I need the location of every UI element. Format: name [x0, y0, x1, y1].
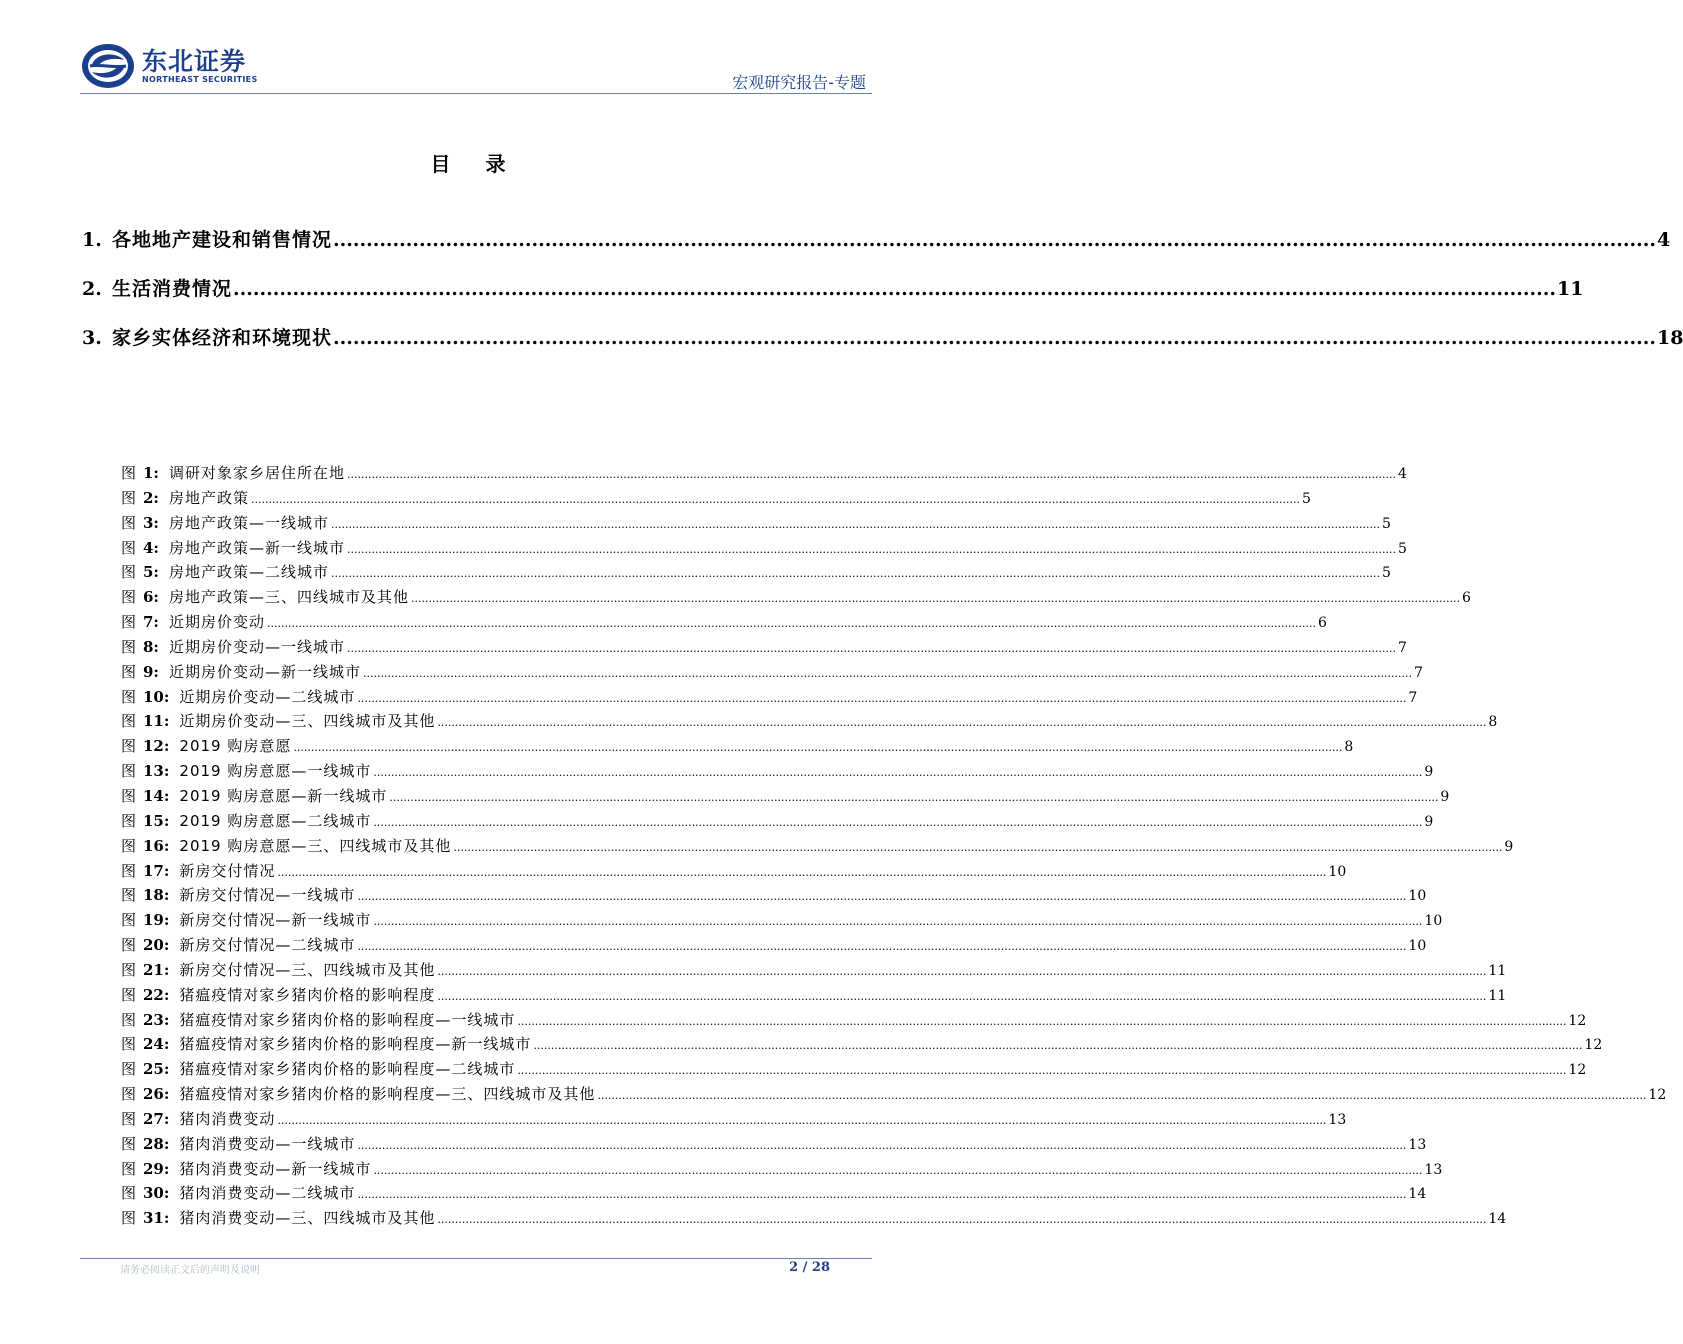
toc-title: 目 录 [430, 152, 520, 176]
leader-dots: ............................................................................................................................................................................................................................................................................................................ [331, 567, 1380, 581]
figure-page: 5 [1381, 515, 1391, 532]
leader-dots: ............................................................................................................................................................................................................................................................................................................ [277, 1113, 1327, 1127]
figure-page: 13 [1408, 1136, 1427, 1153]
header-divider [80, 93, 872, 94]
figure-prefix: 图 [121, 836, 137, 855]
figure-prefix: 图 [121, 1184, 137, 1203]
report-type-label: 宏观研究报告-专题 [732, 73, 866, 92]
figure-page: 11 [1488, 962, 1507, 979]
figure-prefix: 图 [121, 1085, 137, 1104]
figure-prefix: 图 [121, 1010, 137, 1029]
figure-title: 猪瘟疫情对家乡猪肉价格的影响程度—一线城市 [179, 1010, 516, 1029]
logo-emblem-icon [80, 42, 136, 90]
figure-page: 6 [1317, 615, 1327, 632]
leader-dots: ............................................................................................................................................................................................................................................................................................................ [267, 617, 1316, 631]
figure-number: 19: [143, 911, 170, 930]
figure-title: 房地产政策—一线城市 [168, 513, 329, 532]
figure-page: 5 [1301, 490, 1311, 507]
leader-dots: ............................................................................................................................................................................................................................................................................................................ [251, 492, 1300, 506]
figure-number: 9: [143, 662, 159, 681]
toc-figure-entry[interactable] [121, 810, 1434, 835]
figure-title: 猪瘟疫情对家乡猪肉价格的影响程度—新一线城市 [179, 1035, 532, 1054]
figure-prefix: 图 [121, 613, 137, 632]
figure-number: 22: [143, 985, 170, 1004]
figure-prefix: 图 [121, 861, 137, 880]
figure-prefix: 图 [121, 1159, 137, 1178]
toc-figure-entry[interactable] [121, 835, 1514, 860]
section-page: 4 [1656, 229, 1671, 251]
toc-figure-entry[interactable] [121, 487, 1311, 512]
figure-title: 猪肉消费变动—二线城市 [179, 1184, 356, 1203]
toc-figure-entry[interactable] [121, 537, 1407, 562]
section-number: 2. [82, 278, 102, 300]
figure-number: 31: [143, 1209, 170, 1228]
leader-dots: ............................................................................................................................................................................................................................................................................................................ [357, 1138, 1407, 1152]
figure-number: 7: [143, 613, 159, 632]
figure-number: 11: [143, 712, 170, 731]
figure-page: 8 [1488, 714, 1498, 731]
figure-title: 猪肉消费变动 [179, 1109, 276, 1128]
figure-page: 7 [1413, 664, 1423, 681]
toc-figure-entry[interactable] [121, 1158, 1443, 1183]
figure-title: 新房交付情况—新一线城市 [179, 911, 372, 930]
toc-figure-entry[interactable] [121, 1009, 1587, 1034]
figure-title: 猪瘟疫情对家乡猪肉价格的影响程度—三、四线城市及其他 [179, 1085, 596, 1104]
figure-page: 8 [1344, 739, 1354, 756]
page-number: 2 / 28 [789, 1260, 830, 1275]
figure-number: 18: [143, 886, 170, 905]
figure-prefix: 图 [121, 588, 137, 607]
figure-prefix: 图 [121, 1060, 137, 1079]
section-number: 3. [82, 327, 102, 349]
figure-prefix: 图 [121, 1209, 137, 1228]
figure-number: 15: [143, 811, 170, 830]
figure-number: 8: [143, 637, 159, 656]
figure-number: 5: [143, 563, 159, 582]
figure-title: 猪瘟疫情对家乡猪肉价格的影响程度 [179, 985, 436, 1004]
leader-dots: ............................................................................................................................................................................................................................................................................................................ [437, 1213, 1487, 1227]
figure-page: 4 [1397, 466, 1407, 482]
figure-page: 11 [1488, 987, 1507, 1004]
figure-number: 20: [143, 936, 170, 955]
figure-prefix: 图 [121, 936, 137, 955]
leader-dots: ............................................................................................................................................................................................................................................................................................................ [517, 1064, 1567, 1078]
figure-number: 17: [143, 861, 170, 880]
figure-prefix: 图 [121, 687, 137, 706]
figure-title: 2019 购房意愿—二线城市 [179, 811, 372, 830]
figure-page: 13 [1328, 1111, 1347, 1128]
figure-page: 10 [1328, 863, 1347, 880]
figure-number: 4: [143, 538, 159, 557]
figure-prefix: 图 [121, 488, 137, 507]
figure-number: 3: [143, 513, 159, 532]
figure-title: 新房交付情况—一线城市 [179, 886, 356, 905]
figure-number: 28: [143, 1134, 170, 1153]
figure-number: 12: [143, 737, 170, 756]
figure-page: 9 [1440, 788, 1450, 805]
figure-page: 9 [1504, 838, 1514, 855]
figure-page: 12 [1568, 1062, 1587, 1079]
figure-title: 猪瘟疫情对家乡猪肉价格的影响程度—二线城市 [179, 1060, 516, 1079]
section-title: 各地地产建设和销售情况 [112, 229, 333, 251]
figure-number: 14: [143, 786, 170, 805]
toc-figure-entry[interactable] [121, 686, 1418, 711]
figure-title: 猪肉消费变动—一线城市 [179, 1134, 356, 1153]
figure-prefix: 图 [121, 662, 137, 681]
figure-number: 25: [143, 1060, 170, 1079]
figure-page: 12 [1568, 1012, 1587, 1029]
leader-dots: ........................................................................................................................................................................................................ [333, 229, 1656, 251]
figure-page: 12 [1584, 1037, 1603, 1054]
leader-dots: ............................................................................................................................................................................................................................................................................................................ [347, 641, 1396, 655]
toc-figure-entry[interactable] [121, 636, 1407, 661]
toc-figure-entry[interactable] [121, 1207, 1507, 1232]
toc-figure-entry[interactable] [121, 512, 1391, 537]
figure-title: 猪肉消费变动—三、四线城市及其他 [179, 1209, 436, 1228]
figure-prefix: 图 [121, 960, 137, 979]
leader-dots: ............................................................................................................................................................................................................................................................................................................ [517, 1014, 1567, 1028]
toc-figure-entry[interactable] [121, 884, 1427, 909]
figure-list [121, 462, 1667, 1232]
toc-figure-entry[interactable] [121, 586, 1471, 611]
figure-prefix: 图 [121, 762, 137, 781]
figure-number: 23: [143, 1010, 170, 1029]
figure-prefix: 图 [121, 985, 137, 1004]
company-logo [80, 38, 280, 92]
figure-number: 13: [143, 762, 170, 781]
figure-number: 1: [143, 464, 159, 482]
leader-dots: ............................................................................................................................................................................................................................................................................................................ [597, 1089, 1647, 1103]
figure-page: 7 [1397, 639, 1407, 656]
figure-title: 2019 购房意愿—三、四线城市及其他 [179, 836, 452, 855]
leader-dots: ............................................................................................................................................................................................................................................................................................................ [373, 815, 1423, 829]
toc-figure-entry[interactable] [121, 860, 1347, 885]
section-page: 18 [1656, 327, 1683, 349]
toc-figure-entry[interactable] [121, 1182, 1427, 1207]
toc-figure-entry[interactable] [121, 984, 1507, 1009]
figure-page: 14 [1488, 1211, 1507, 1228]
figure-prefix: 图 [121, 886, 137, 905]
toc-section-entry[interactable] [82, 323, 1683, 350]
footer-disclaimer: 请务必阅读正文后的声明及说明 [120, 1265, 260, 1276]
figure-page: 10 [1424, 913, 1443, 930]
figure-page: 5 [1397, 540, 1407, 557]
figure-prefix: 图 [121, 538, 137, 557]
figure-number: 10: [143, 687, 170, 706]
figure-prefix: 图 [121, 911, 137, 930]
figure-number: 6: [143, 588, 159, 607]
figure-number: 29: [143, 1159, 170, 1178]
leader-dots: ............................................................................................................................................................................................................................................................................................................ [331, 517, 1380, 531]
leader-dots: ............................................................................................................................................................................................................................................................................................................ [357, 1188, 1407, 1202]
leader-dots: ............................................................................................................................................................................................................................................................................................................ [347, 468, 1396, 481]
figure-title: 2019 购房意愿 [179, 737, 292, 756]
figure-number: 24: [143, 1035, 170, 1054]
toc-figure-entry[interactable] [121, 661, 1423, 686]
toc-figure-entry[interactable] [121, 611, 1327, 636]
toc-section-entry[interactable] [82, 274, 1584, 301]
leader-dots: ............................................................................................................................................................................................................................................................................................................ [373, 766, 1423, 780]
section-number: 1. [82, 229, 102, 251]
leader-dots: ............................................................................................................................................................................................................................................................................................................ [373, 1163, 1423, 1177]
figure-title: 近期房价变动—新一线城市 [168, 662, 361, 681]
figure-title: 2019 购房意愿—新一线城市 [179, 786, 388, 805]
figure-number: 30: [143, 1184, 170, 1203]
logo-english-name: NORTHEAST SECURITIES [142, 75, 258, 84]
leader-dots: ............................................................................................................................................................................................................................................................................................................ [453, 840, 1503, 854]
figure-page: 9 [1424, 813, 1434, 830]
figure-title: 近期房价变动 [168, 613, 265, 632]
section-page: 11 [1556, 278, 1584, 300]
figure-title: 新房交付情况—三、四线城市及其他 [179, 960, 436, 979]
figure-title: 近期房价变动—三、四线城市及其他 [179, 712, 436, 731]
leader-dots: ............................................................................................................................................................................................................................................................................................................ [357, 890, 1407, 904]
toc-figure-entry[interactable] [121, 1108, 1347, 1133]
figure-page: 9 [1424, 764, 1434, 781]
figure-title: 调研对象家乡居住所在地 [168, 464, 345, 482]
figure-prefix: 图 [121, 1134, 137, 1153]
leader-dots: ............................................................................................................................................................................................................................................................................................................ [363, 666, 1412, 680]
leader-dots: ............................................................................................................................................................................................................................................................................................................ [389, 790, 1439, 804]
figure-prefix: 图 [121, 1109, 137, 1128]
figure-prefix: 图 [121, 563, 137, 582]
leader-dots: ............................................................................................................................................................................................................................................................................................................ [357, 691, 1407, 705]
figure-prefix: 图 [121, 513, 137, 532]
figure-number: 2: [143, 488, 159, 507]
figure-title: 2019 购房意愿—一线城市 [179, 762, 372, 781]
figure-title: 新房交付情况—二线城市 [179, 936, 356, 955]
toc-figure-entry[interactable] [121, 785, 1450, 810]
figure-prefix: 图 [121, 1035, 137, 1054]
figure-prefix: 图 [121, 737, 137, 756]
figure-title: 房地产政策—新一线城市 [168, 538, 345, 557]
toc-figure-entry[interactable] [121, 1133, 1427, 1158]
toc-figure-entry[interactable] [121, 959, 1507, 984]
section-title: 生活消费情况 [112, 278, 233, 300]
toc-figure-entry[interactable] [121, 909, 1443, 934]
figure-page: 13 [1424, 1161, 1443, 1178]
figure-page: 10 [1408, 888, 1427, 905]
figure-title: 房地产政策 [168, 488, 249, 507]
leader-dots: ............................................................................................................................................................................................................................................................................................................ [533, 1039, 1583, 1053]
figure-title: 近期房价变动—二线城市 [179, 687, 356, 706]
leader-dots: ............................................................................................................................................................................................................................................................................................................ [437, 989, 1487, 1003]
toc-figure-entry[interactable] [121, 735, 1354, 760]
figure-prefix: 图 [121, 464, 137, 482]
leader-dots: ............................................................................................................................................................................................................................................................................................................ [437, 716, 1487, 730]
leader-dots: ............................................................................................................................................................................................................................................................................................................ [373, 915, 1423, 929]
page-header [80, 38, 872, 94]
toc-section-entry[interactable] [82, 225, 1671, 252]
logo-chinese-name: 东北证券 [142, 47, 247, 76]
figure-prefix: 图 [121, 637, 137, 656]
figure-page: 10 [1408, 938, 1427, 955]
leader-dots: ............................................................................................................................................................................................................................................................................................................ [357, 940, 1407, 954]
figure-page: 5 [1381, 565, 1391, 582]
figure-title: 新房交付情况 [179, 861, 276, 880]
figure-title: 房地产政策—二线城市 [168, 563, 329, 582]
leader-dots: ............................................................................................................................................................................................................................................................................................................ [293, 741, 1343, 755]
section-title: 家乡实体经济和环境现状 [112, 327, 333, 349]
toc-figure-entry[interactable] [121, 1033, 1603, 1058]
figure-number: 16: [143, 836, 170, 855]
toc-figure-entry[interactable] [121, 1083, 1667, 1108]
toc-figure-entry[interactable] [121, 710, 1498, 735]
toc-figure-entry[interactable] [121, 561, 1391, 586]
leader-dots: ............................................................................................................................................................................................................................................................................................................ [347, 542, 1396, 556]
figure-page: 12 [1648, 1087, 1667, 1104]
leader-dots: ............................................................................................................................................................................................................................................................................................................ [437, 964, 1487, 978]
toc-figure-entry[interactable] [121, 760, 1434, 785]
leader-dots: ........................................................................................................................................................................................................ [233, 278, 1556, 300]
figure-page: 14 [1408, 1186, 1427, 1203]
toc-figure-entry[interactable] [121, 462, 1407, 487]
footer-divider [80, 1258, 872, 1259]
figure-page: 7 [1408, 689, 1418, 706]
figure-page: 6 [1461, 590, 1471, 607]
figure-title: 近期房价变动—一线城市 [168, 637, 345, 656]
leader-dots: ........................................................................................................................................................................................................ [333, 327, 1656, 349]
leader-dots: ............................................................................................................................................................................................................................................................................................................ [411, 592, 1460, 606]
figure-number: 21: [143, 960, 170, 979]
leader-dots: ............................................................................................................................................................................................................................................................................................................ [277, 865, 1327, 879]
figure-number: 27: [143, 1109, 170, 1128]
figure-prefix: 图 [121, 811, 137, 830]
toc-figure-entry[interactable] [121, 1058, 1587, 1083]
figure-title: 猪肉消费变动—新一线城市 [179, 1159, 372, 1178]
figure-number: 26: [143, 1085, 170, 1104]
toc-figure-entry[interactable] [121, 934, 1427, 959]
figure-prefix: 图 [121, 786, 137, 805]
figure-title: 房地产政策—三、四线城市及其他 [168, 588, 409, 607]
figure-prefix: 图 [121, 712, 137, 731]
